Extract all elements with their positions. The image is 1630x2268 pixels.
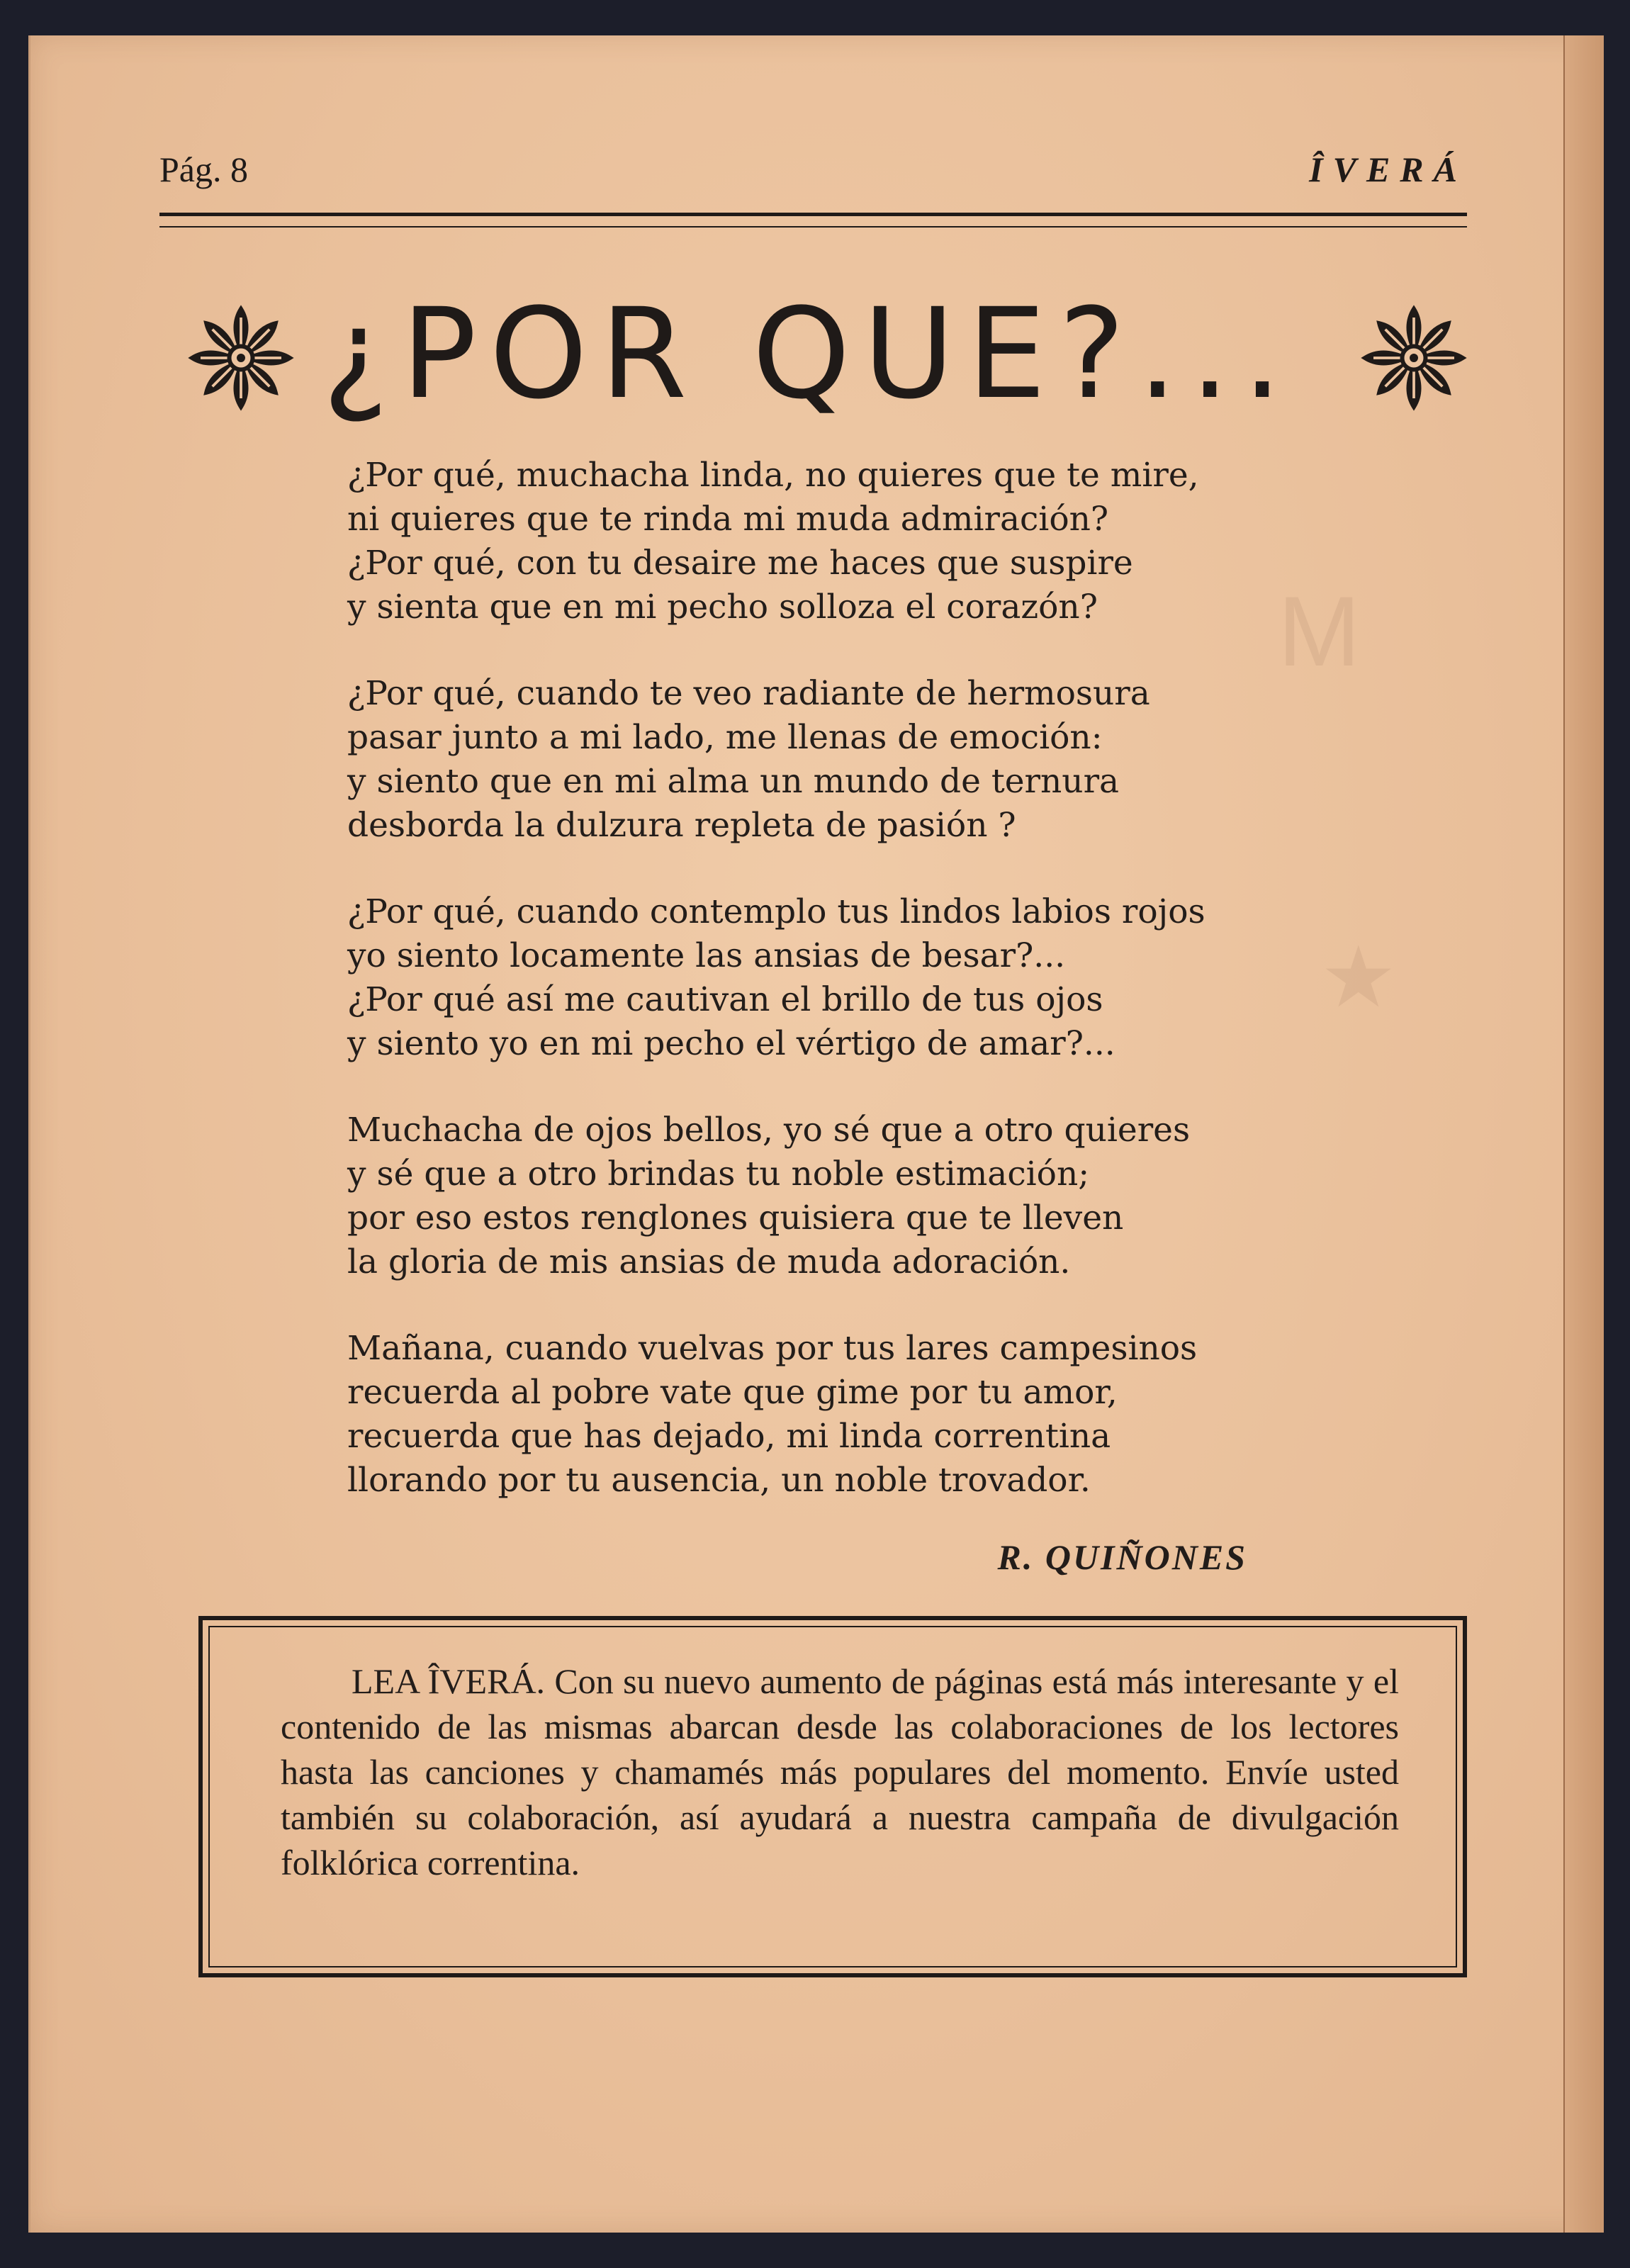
poem-line: ¿Por qué, cuando contemplo tus lindos labios rojos [347, 892, 1205, 931]
title-row [159, 281, 1467, 432]
page-header [159, 149, 1467, 206]
poem-stanza [347, 890, 1361, 1066]
poem-line: recuerda que has dejado, mi linda correntina [347, 1417, 1111, 1456]
poem-stanza [347, 1327, 1361, 1503]
poem-line: recuerda al pobre vate que gime por tu amor, [347, 1373, 1118, 1412]
poem-body [347, 454, 1361, 1545]
notice-text: LEA ÎVERÁ. Con su nuevo aumento de páginas está más interesante y el contenido de las mismas abarcan desde las colaboraciones de los lectores hasta las canciones y chamamés más populares del momento. Envíe usted también su colaboración, así ayudará a nuestra campaña de divulgación folklórica correntina. [281, 1661, 1399, 1882]
poem-line: Mañana, cuando vuelvas por tus lares campesinos [347, 1329, 1198, 1368]
header-rule [159, 213, 1467, 228]
flower-ornament-icon [188, 305, 294, 411]
poem-line: ¿Por qué, muchacha linda, no quieres que te mire, [347, 456, 1199, 495]
poem-line: y siento que en mi alma un mundo de ternura [347, 762, 1120, 801]
notice-frame [208, 1626, 1457, 1967]
notice-box [198, 1616, 1467, 1977]
poem-stanza [347, 1108, 1361, 1284]
poem-line: yo siento locamente las ansias de besar?... [347, 936, 1066, 975]
poem-line: ni quieres que te rinda mi muda admiración? [347, 500, 1109, 539]
poem-author: R. QUIÑONES [997, 1537, 1247, 1577]
page-edge [1563, 35, 1604, 2233]
poem-line: pasar junto a mi lado, me llenas de emoción: [347, 718, 1103, 757]
magazine-name: ÎVERÁ [1309, 150, 1467, 189]
poem-stanza [347, 672, 1361, 848]
poem-line: ¿Por qué así me cautivan el brillo de tus ojos [347, 980, 1103, 1019]
poem-line: y sé que a otro brindas tu noble estimación; [347, 1155, 1090, 1194]
flower-ornament-icon [1361, 305, 1467, 411]
poem-line: Muchacha de ojos bellos, yo sé que a otro quieres [347, 1111, 1191, 1150]
poem-stanza [347, 454, 1361, 629]
poem-line: por eso estos renglones quisiera que te lleven [347, 1198, 1124, 1237]
poem-title: ¿POR QUE?... [322, 281, 1295, 427]
page-number: Pág. 8 [159, 150, 248, 189]
poem-line: ¿Por qué, con tu desaire me haces que suspire [347, 544, 1133, 583]
poem-line: desborda la dulzura repleta de pasión ? [347, 806, 1016, 845]
poem-line: y siento yo en mi pecho el vértigo de amar?... [347, 1024, 1115, 1063]
bleed-through-mark: M [1278, 576, 1361, 687]
poem-line: la gloria de mis ansias de muda adoración. [347, 1242, 1071, 1281]
poem-line: y sienta que en mi pecho solloza el corazón? [347, 588, 1098, 627]
bleed-through-star: ★ [1320, 930, 1397, 1025]
poem-line: llorando por tu ausencia, un noble trovador. [347, 1461, 1091, 1500]
poem-line: ¿Por qué, cuando te veo radiante de hermosura [347, 674, 1150, 713]
